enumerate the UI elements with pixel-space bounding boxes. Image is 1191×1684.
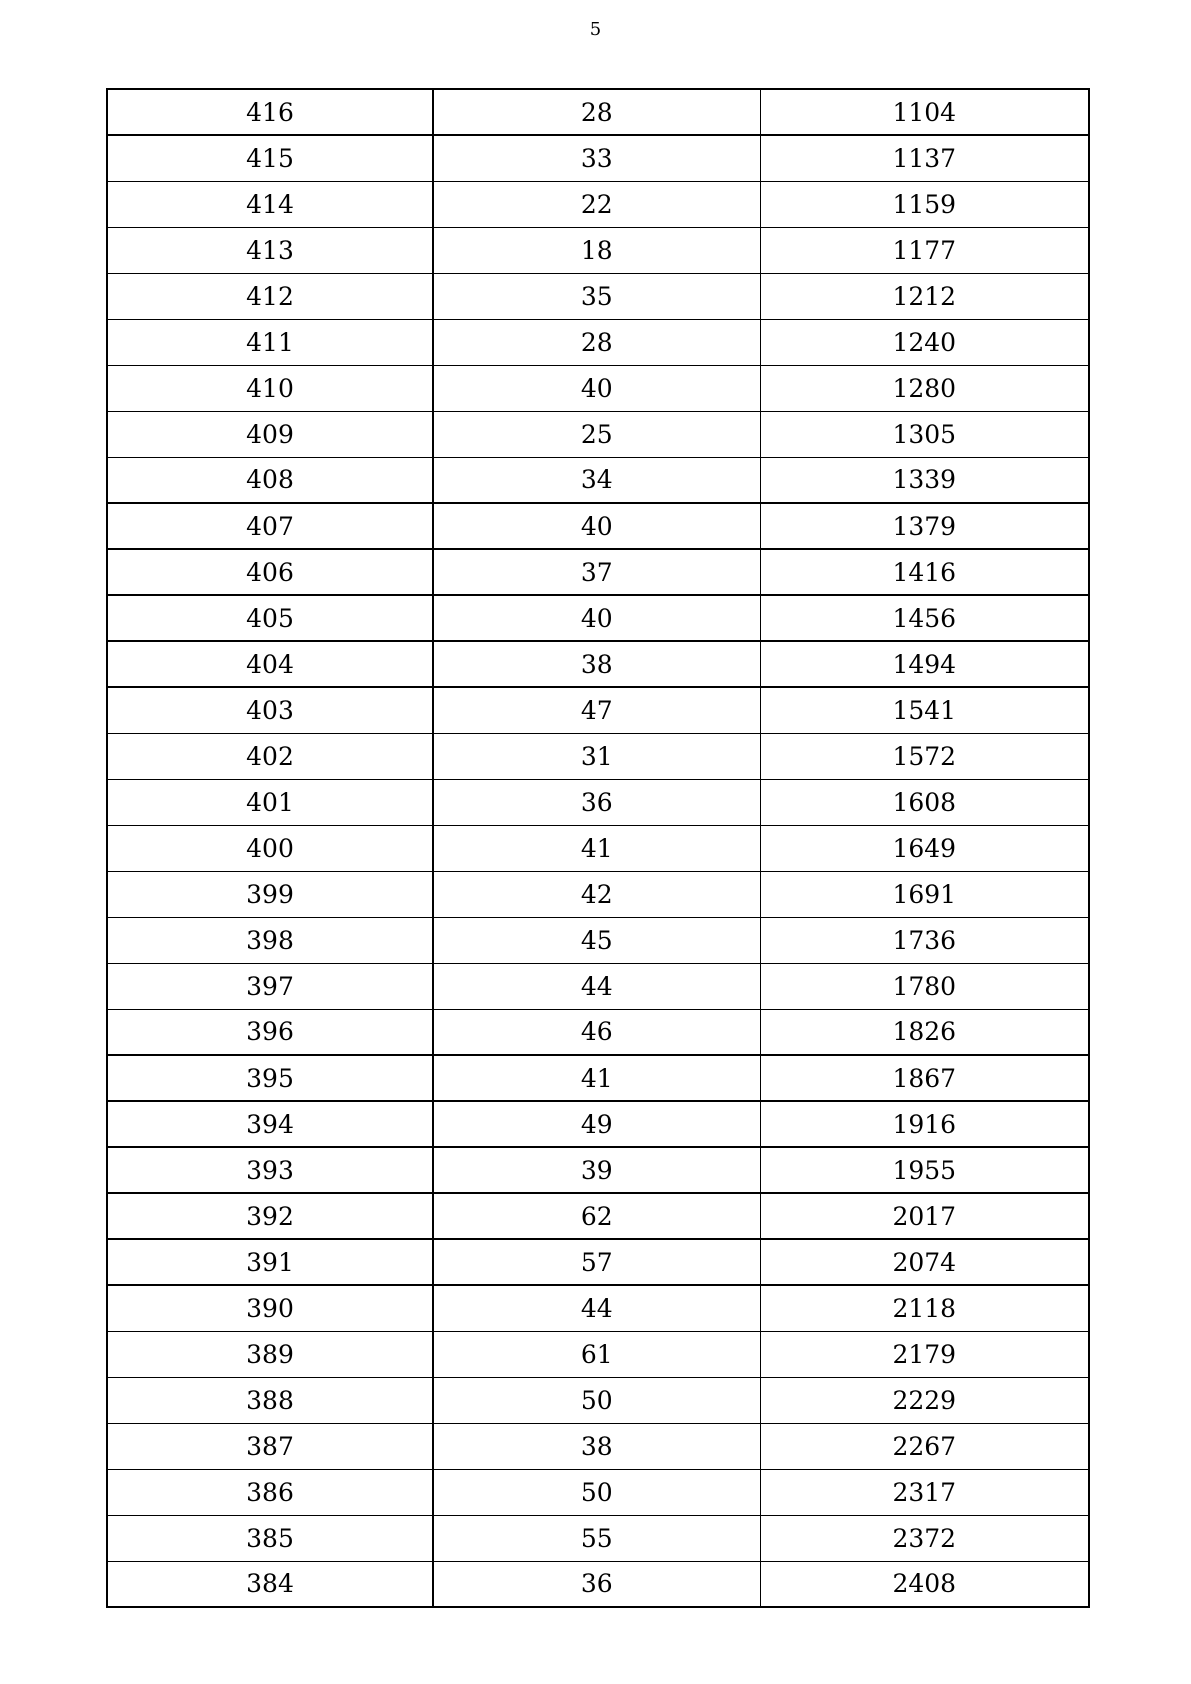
score-cell: 384 <box>107 1561 433 1607</box>
table-row <box>107 1055 1089 1101</box>
count-cell: 28 <box>433 319 760 365</box>
cumulative-cell: 2074 <box>760 1239 1089 1285</box>
table-row <box>107 503 1089 549</box>
score-cell: 392 <box>107 1193 433 1239</box>
count-cell: 40 <box>433 595 760 641</box>
count-cell: 40 <box>433 365 760 411</box>
count-cell: 57 <box>433 1239 760 1285</box>
table-body <box>107 89 1089 1607</box>
table-row <box>107 1377 1089 1423</box>
cumulative-cell: 2118 <box>760 1285 1089 1331</box>
count-cell: 61 <box>433 1331 760 1377</box>
table-row <box>107 917 1089 963</box>
cumulative-cell: 1691 <box>760 871 1089 917</box>
score-cell: 414 <box>107 181 433 227</box>
score-distribution-table <box>106 88 1090 1608</box>
table-row <box>107 1009 1089 1055</box>
table-row <box>107 733 1089 779</box>
score-cell: 409 <box>107 411 433 457</box>
count-cell: 45 <box>433 917 760 963</box>
score-cell: 388 <box>107 1377 433 1423</box>
cumulative-cell: 1955 <box>760 1147 1089 1193</box>
count-cell: 37 <box>433 549 760 595</box>
count-cell: 44 <box>433 963 760 1009</box>
table-row <box>107 595 1089 641</box>
count-cell: 50 <box>433 1469 760 1515</box>
table-row <box>107 1101 1089 1147</box>
score-cell: 412 <box>107 273 433 319</box>
count-cell: 36 <box>433 779 760 825</box>
score-cell: 385 <box>107 1515 433 1561</box>
cumulative-cell: 1379 <box>760 503 1089 549</box>
table-row <box>107 1331 1089 1377</box>
score-cell: 400 <box>107 825 433 871</box>
cumulative-cell: 1826 <box>760 1009 1089 1055</box>
count-cell: 34 <box>433 457 760 503</box>
count-cell: 44 <box>433 1285 760 1331</box>
table-row <box>107 963 1089 1009</box>
table-row <box>107 1285 1089 1331</box>
cumulative-cell: 1177 <box>760 227 1089 273</box>
score-cell: 395 <box>107 1055 433 1101</box>
cumulative-cell: 1867 <box>760 1055 1089 1101</box>
score-cell: 405 <box>107 595 433 641</box>
score-cell: 386 <box>107 1469 433 1515</box>
count-cell: 41 <box>433 1055 760 1101</box>
table-row <box>107 365 1089 411</box>
count-cell: 35 <box>433 273 760 319</box>
count-cell: 41 <box>433 825 760 871</box>
table-row <box>107 1147 1089 1193</box>
count-cell: 36 <box>433 1561 760 1607</box>
cumulative-cell: 1339 <box>760 457 1089 503</box>
score-cell: 398 <box>107 917 433 963</box>
table-row <box>107 273 1089 319</box>
score-cell: 393 <box>107 1147 433 1193</box>
score-cell: 413 <box>107 227 433 273</box>
table-row <box>107 411 1089 457</box>
cumulative-cell: 1649 <box>760 825 1089 871</box>
table-row <box>107 1239 1089 1285</box>
cumulative-cell: 1608 <box>760 779 1089 825</box>
cumulative-cell: 1456 <box>760 595 1089 641</box>
cumulative-cell: 1736 <box>760 917 1089 963</box>
cumulative-cell: 1780 <box>760 963 1089 1009</box>
count-cell: 55 <box>433 1515 760 1561</box>
cumulative-cell: 1916 <box>760 1101 1089 1147</box>
count-cell: 50 <box>433 1377 760 1423</box>
count-cell: 18 <box>433 227 760 273</box>
cumulative-cell: 1104 <box>760 89 1089 135</box>
count-cell: 28 <box>433 89 760 135</box>
cumulative-cell: 1416 <box>760 549 1089 595</box>
table-row <box>107 1515 1089 1561</box>
score-cell: 394 <box>107 1101 433 1147</box>
cumulative-cell: 2372 <box>760 1515 1089 1561</box>
table-row <box>107 1193 1089 1239</box>
score-cell: 396 <box>107 1009 433 1055</box>
cumulative-cell: 1305 <box>760 411 1089 457</box>
count-cell: 33 <box>433 135 760 181</box>
count-cell: 22 <box>433 181 760 227</box>
score-cell: 401 <box>107 779 433 825</box>
score-cell: 410 <box>107 365 433 411</box>
score-cell: 399 <box>107 871 433 917</box>
count-cell: 46 <box>433 1009 760 1055</box>
page-number: 5 <box>589 19 602 40</box>
cumulative-cell: 1159 <box>760 181 1089 227</box>
count-cell: 38 <box>433 1423 760 1469</box>
table-row <box>107 89 1089 135</box>
cumulative-cell: 1541 <box>760 687 1089 733</box>
count-cell: 62 <box>433 1193 760 1239</box>
score-cell: 406 <box>107 549 433 595</box>
cumulative-cell: 2317 <box>760 1469 1089 1515</box>
count-cell: 39 <box>433 1147 760 1193</box>
count-cell: 25 <box>433 411 760 457</box>
score-cell: 391 <box>107 1239 433 1285</box>
score-cell: 387 <box>107 1423 433 1469</box>
cumulative-cell: 2408 <box>760 1561 1089 1607</box>
score-cell: 415 <box>107 135 433 181</box>
table-row <box>107 135 1089 181</box>
cumulative-cell: 1212 <box>760 273 1089 319</box>
score-cell: 403 <box>107 687 433 733</box>
score-cell: 389 <box>107 1331 433 1377</box>
score-cell: 411 <box>107 319 433 365</box>
table-row <box>107 687 1089 733</box>
cumulative-cell: 2229 <box>760 1377 1089 1423</box>
table-row <box>107 227 1089 273</box>
count-cell: 49 <box>433 1101 760 1147</box>
cumulative-cell: 2267 <box>760 1423 1089 1469</box>
table-row <box>107 457 1089 503</box>
cumulative-cell: 1137 <box>760 135 1089 181</box>
cumulative-cell: 2179 <box>760 1331 1089 1377</box>
count-cell: 40 <box>433 503 760 549</box>
score-cell: 404 <box>107 641 433 687</box>
table-row <box>107 825 1089 871</box>
table-row <box>107 871 1089 917</box>
table-row <box>107 641 1089 687</box>
cumulative-cell: 1240 <box>760 319 1089 365</box>
score-cell: 407 <box>107 503 433 549</box>
cumulative-cell: 1494 <box>760 641 1089 687</box>
cumulative-cell: 2017 <box>760 1193 1089 1239</box>
count-cell: 47 <box>433 687 760 733</box>
table-row <box>107 549 1089 595</box>
score-cell: 402 <box>107 733 433 779</box>
score-cell: 397 <box>107 963 433 1009</box>
count-cell: 38 <box>433 641 760 687</box>
score-cell: 416 <box>107 89 433 135</box>
count-cell: 42 <box>433 871 760 917</box>
table-row <box>107 1423 1089 1469</box>
table-row <box>107 1561 1089 1607</box>
table-row <box>107 319 1089 365</box>
cumulative-cell: 1572 <box>760 733 1089 779</box>
score-cell: 390 <box>107 1285 433 1331</box>
count-cell: 31 <box>433 733 760 779</box>
score-cell: 408 <box>107 457 433 503</box>
table-row <box>107 181 1089 227</box>
table-row <box>107 779 1089 825</box>
table-row <box>107 1469 1089 1515</box>
cumulative-cell: 1280 <box>760 365 1089 411</box>
